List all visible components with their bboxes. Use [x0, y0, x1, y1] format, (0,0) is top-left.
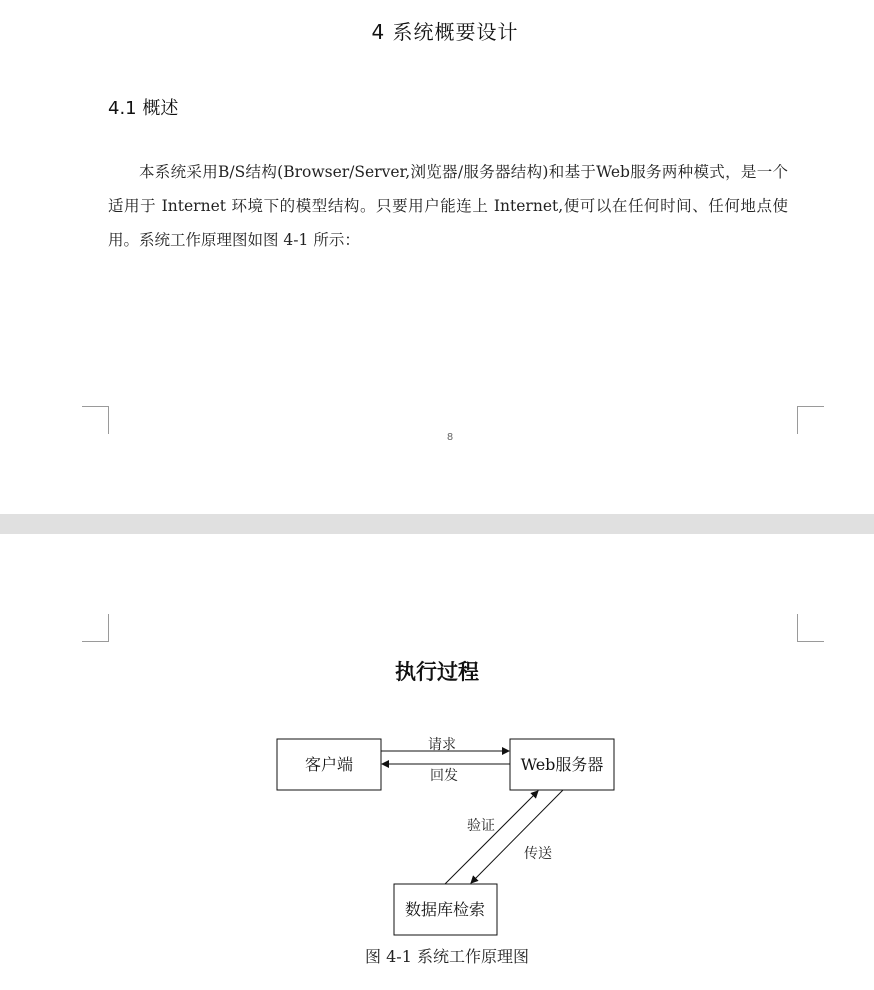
section-title: 4.1 概述	[108, 98, 179, 119]
transfer-label: 传送	[524, 846, 552, 862]
server-label: Web服务器	[520, 755, 604, 774]
crop-mark	[797, 406, 824, 434]
response-label: 回发	[430, 768, 458, 784]
database-label: 数据库检索	[404, 900, 486, 919]
document-page-2	[0, 534, 874, 990]
crop-mark	[82, 406, 109, 434]
verify-label: 验证	[467, 818, 495, 834]
figure-caption: 图 4-1 系统工作原理图	[365, 947, 529, 966]
verify-arrow	[445, 791, 538, 884]
page-number: 8	[446, 432, 454, 443]
figure-title: 执行过程	[395, 659, 479, 684]
system-diagram	[0, 534, 874, 990]
body-paragraph: 本系统采用B/S结构(Browser/Server,浏览器/服务器结构)和基于Web服务两种模式，是一个适用于 Internet 环境下的模型结构。只要用户能连上 Internet,便可以在任何时间、任何地点使用。系统工作原理图如图 4-1 所示：	[108, 163, 788, 249]
chapter-title: 4 系统概要设计	[371, 20, 519, 44]
page-separator	[0, 514, 874, 534]
transfer-arrow	[471, 790, 563, 883]
client-label: 客户端	[304, 755, 354, 774]
request-label: 请求	[428, 737, 456, 753]
